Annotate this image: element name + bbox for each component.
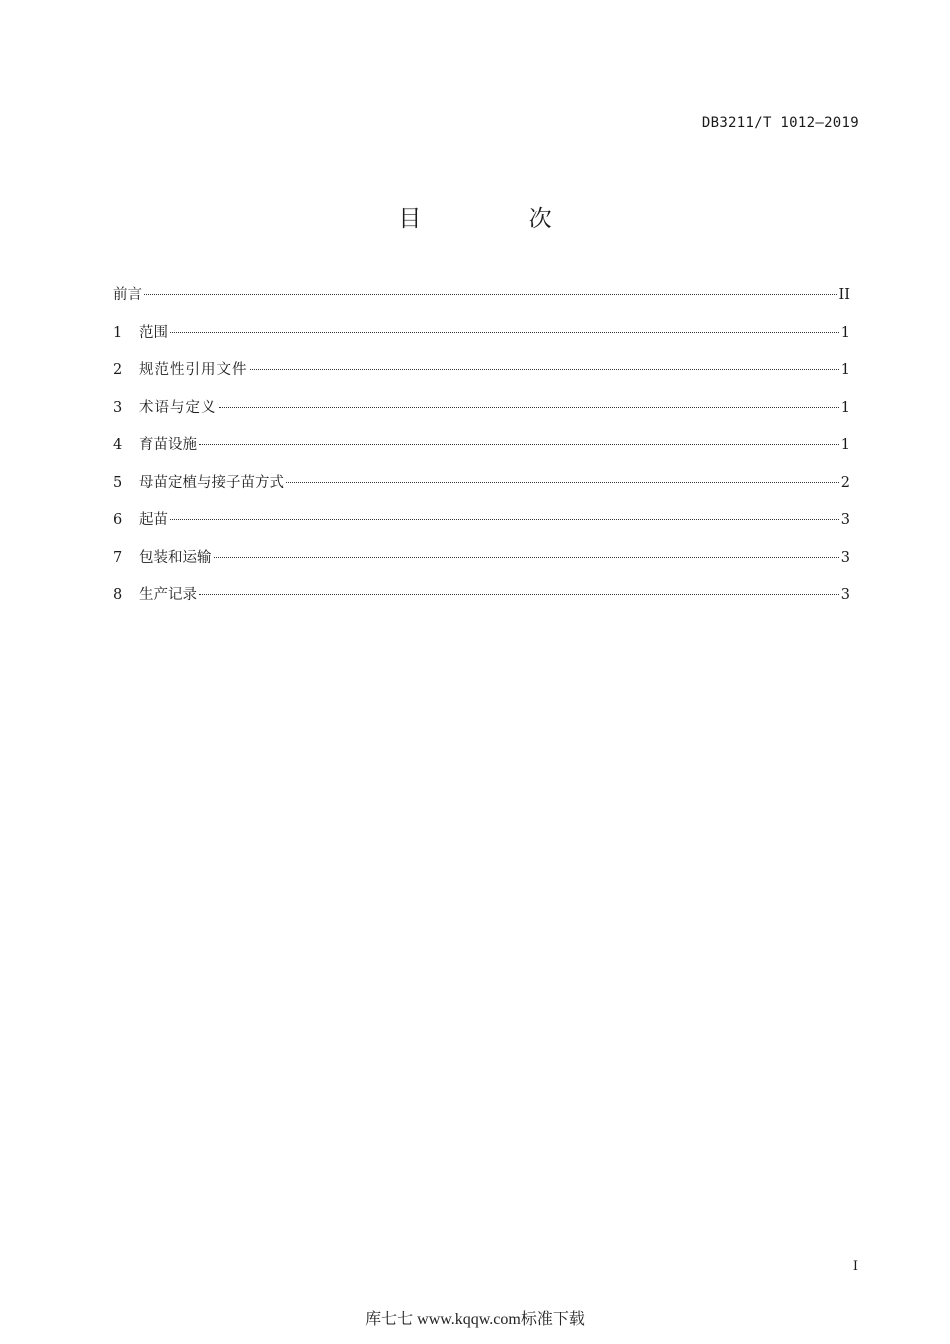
toc-entry-number: 1: [113, 324, 123, 341]
toc-entry-planting-methods[interactable]: [113, 471, 850, 509]
toc-entry-normative-references[interactable]: [113, 358, 850, 396]
toc-leader-dots: [286, 481, 839, 483]
toc-entry-foreword[interactable]: [113, 283, 850, 321]
toc-entry-production-records[interactable]: [113, 583, 850, 621]
toc-entry-label: 育苗设施: [139, 437, 197, 453]
toc-entry-terms-definitions[interactable]: [113, 396, 850, 434]
toc-leader-dots: [219, 406, 839, 408]
toc-entry-packaging-transport[interactable]: [113, 546, 850, 584]
document-code: DB3211/T 1012—2019: [701, 115, 859, 131]
toc-entry-page: 2: [840, 474, 850, 491]
toc-entry-page: 3: [840, 549, 850, 566]
toc-entry-label: 术语与定义: [139, 399, 217, 416]
toc-leader-dots: [144, 293, 837, 295]
toc-entry-label: 生产记录: [139, 587, 197, 603]
toc-entry-lifting-seedlings[interactable]: [113, 508, 850, 546]
toc-entry-page: 1: [840, 399, 850, 416]
toc-entry-label: 前言: [113, 287, 142, 303]
toc-leader-dots: [170, 331, 839, 333]
toc-entry-nursery-facilities[interactable]: [113, 433, 850, 471]
toc-entry-scope[interactable]: [113, 321, 850, 359]
toc-entry-number: 4: [113, 437, 123, 453]
toc-entry-number: 6: [113, 512, 123, 528]
page-number: I: [852, 1259, 858, 1274]
toc-entry-page: 1: [840, 437, 850, 453]
toc-entry-number: 7: [113, 549, 123, 566]
toc-entry-label: 包装和运输: [139, 549, 212, 566]
toc-entry-label: 母苗定植与接子苗方式: [139, 474, 284, 491]
toc-leader-dots: [199, 443, 839, 445]
toc-entry-page: 3: [840, 587, 850, 603]
toc-entry-label: 起苗: [139, 512, 168, 528]
toc-entry-label: 范围: [139, 324, 168, 341]
toc-entry-number: 8: [113, 587, 123, 603]
toc-entry-page: II: [838, 287, 850, 303]
toc-entry-number: 5: [113, 474, 123, 491]
toc-leader-dots: [199, 593, 839, 595]
table-of-contents: [113, 283, 850, 621]
toc-entry-page: 1: [840, 324, 850, 341]
page-title: 目 次: [398, 206, 602, 232]
toc-entry-label: 规范性引用文件: [139, 362, 248, 378]
footer-watermark: 库七七 www.kqqw.com标准下载: [365, 1311, 585, 1328]
toc-leader-dots: [250, 368, 839, 370]
toc-leader-dots: [170, 518, 839, 520]
toc-entry-number: 3: [113, 399, 123, 416]
toc-entry-number: 2: [113, 362, 123, 378]
toc-entry-page: 3: [840, 512, 850, 528]
toc-leader-dots: [214, 556, 839, 558]
toc-entry-page: 1: [840, 362, 850, 378]
